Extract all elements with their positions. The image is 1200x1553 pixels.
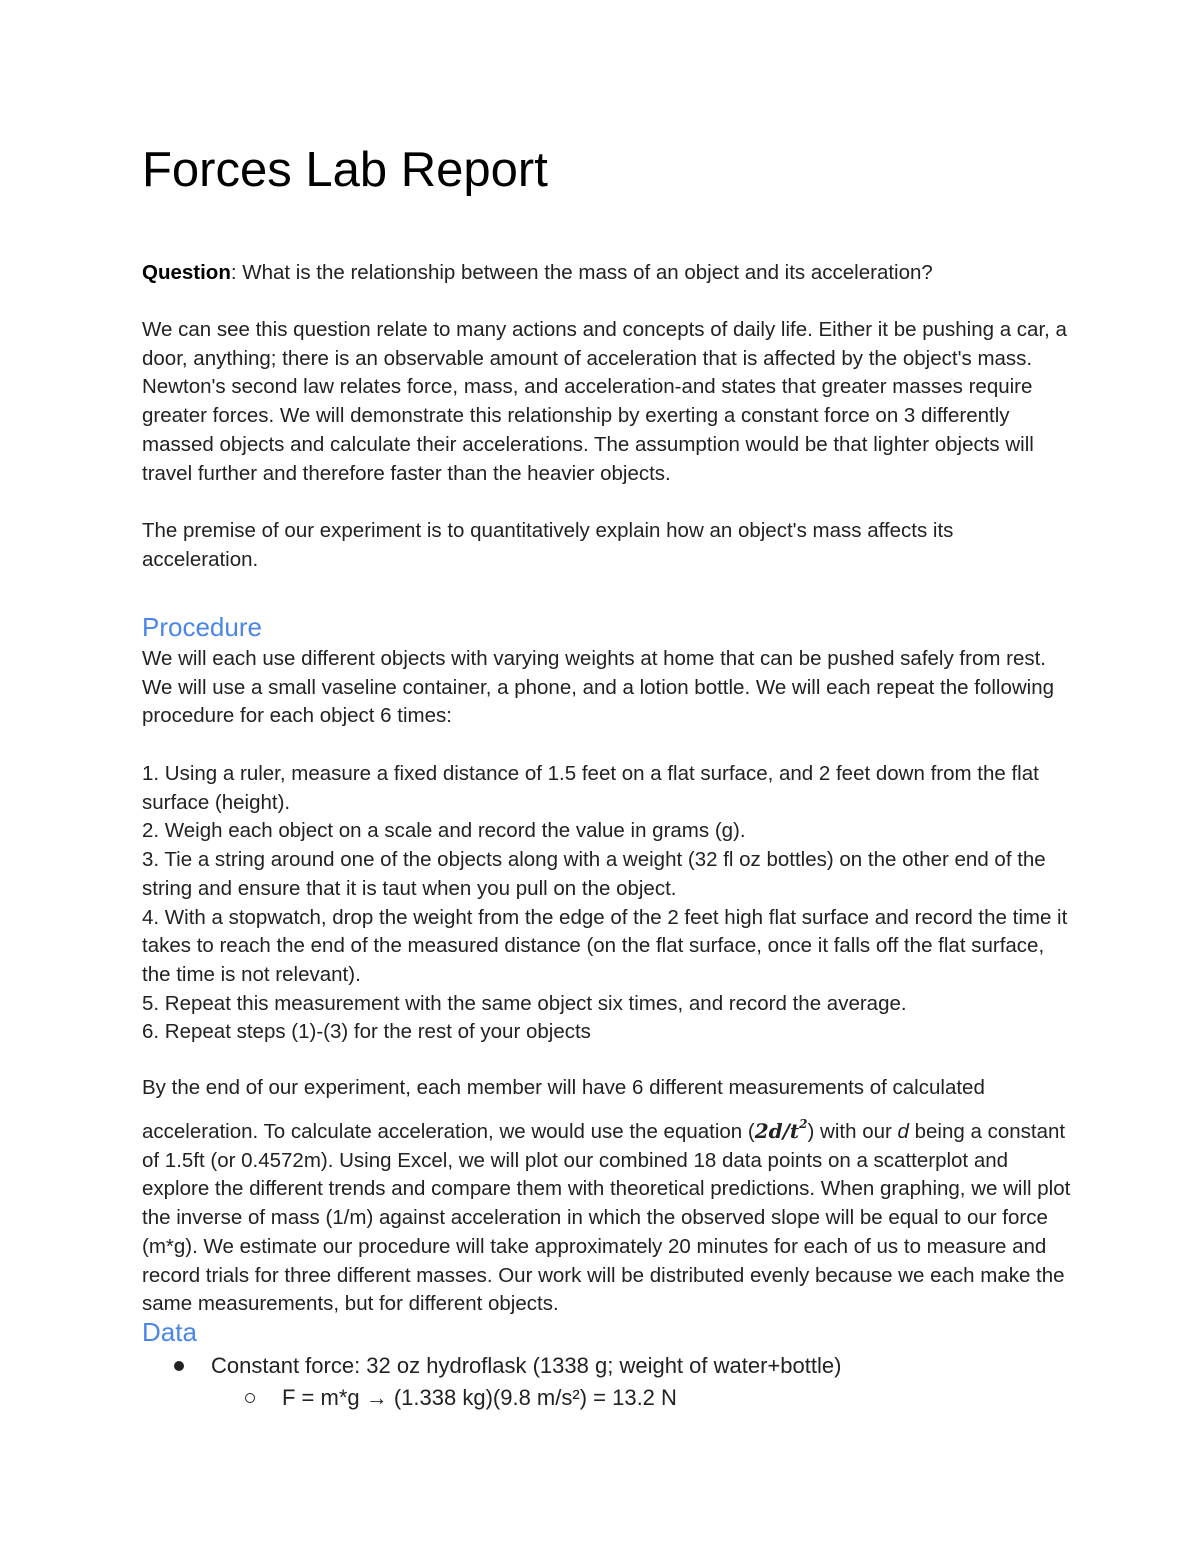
intro-paragraph: We can see this question relate to many actions and concepts of daily life. Either it be pushing a car, a door, anything; there is an observable amount of acceleration that is affected by the object's mass. Newton's second law relates force, mass, and acceleration-and states that greater masses require greater forces. We will demonstrate this relationship by exerting a constant force on 3 differently massed objects and calculate their accelerations. The assumption would be that lighter objects will travel further and therefore faster than the heavier objects. <box>142 318 1067 485</box>
calc-text-pre: acceleration. To calculate acceleration, we would use the equation ( <box>142 1120 755 1143</box>
calculation-line: By the end of our experiment, each member will have 6 different measurements of calculated <box>142 1076 985 1099</box>
acceleration-equation <box>755 1119 808 1143</box>
procedure-intro: We will each use different objects with varying weights at home that can be pushed safely from rest. We will use a small vaseline container, a phone, and a lotion bottle. We will each repeat the following procedure for each object 6 times: <box>142 647 1055 728</box>
calc-text-mid: ) with our <box>807 1120 898 1143</box>
procedure-step: 1. Using a ruler, measure a fixed distance of 1.5 feet on a flat surface, and 2 feet down from the flat surface (height). <box>142 762 1039 814</box>
bullet-icon <box>174 1361 184 1371</box>
procedure-step: 2. Weigh each object on a scale and record the value in grams (g). <box>142 819 746 843</box>
procedure-step: 6. Repeat steps (1)-(3) for the rest of your objects <box>142 1020 591 1044</box>
calculation-paragraph <box>142 1110 1072 1319</box>
calc-text-post: being a constant of 1.5ft (or 0.4572m). Using Excel, we will plot our combined 18 data points on a scatterplot and explore the different trends and compare them with theoretical predictions. When graphing, we will plot the inverse of mass (1/m) against acceleration in which the observed slope will be equal to our force (m*g). We estimate our procedure will take approximately 20 minutes for each of us to measure and record trials for three different masses. Our work will be distributed evenly because we each make the same measurements, but for different objects. <box>142 1120 1071 1316</box>
procedure-steps <box>142 760 1072 1047</box>
question-label: Question <box>142 261 231 284</box>
data-heading: Data <box>142 1317 197 1347</box>
equation-exponent: 2 <box>799 1117 808 1131</box>
premise-paragraph: The premise of our experiment is to quantitatively explain how an object's mass affects its acceleration. <box>142 519 954 571</box>
equation-body: 2d/t <box>754 1119 800 1143</box>
procedure-heading: Procedure <box>142 612 262 642</box>
research-question <box>142 259 1072 288</box>
procedure-step: 5. Repeat this measurement with the same object six times, and record the average. <box>142 991 907 1015</box>
document-title: Forces Lab Report <box>142 143 548 197</box>
constant-force-item: Constant force: 32 oz hydroflask (1338 g; weight of water+bottle) <box>211 1353 842 1378</box>
procedure-step: 3. Tie a string around one of the objects along with a weight (32 fl oz bottles) on the other end of the string and ensure that it is taut when you pull on the object. <box>142 848 1046 900</box>
hollow-bullet-icon <box>245 1393 255 1403</box>
distance-variable: d <box>897 1120 909 1143</box>
force-calculation-item: F = m*g → (1.338 kg)(9.8 m/s²) = 13.2 N <box>282 1385 677 1410</box>
procedure-step: 4. With a stopwatch, drop the weight from the edge of the 2 feet high flat surface and record the time it takes to reach the end of the measured distance (on the flat surface, once it falls off the flat surface, the time is not relevant). <box>142 905 1068 986</box>
question-text: : What is the relationship between the mass of an object and its acceleration? <box>230 261 933 284</box>
